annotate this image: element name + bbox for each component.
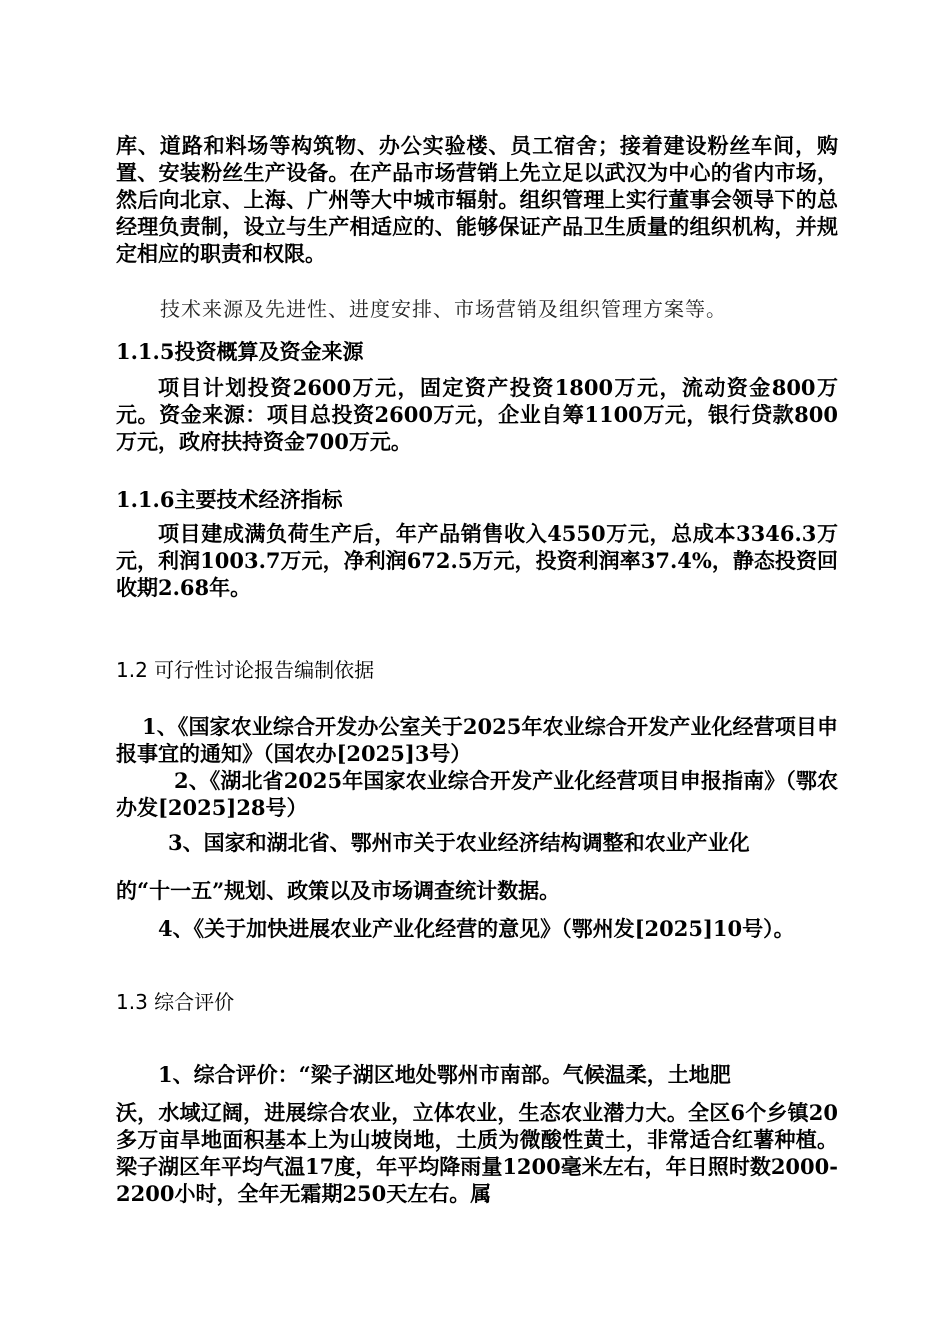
heading-1-1-6: 1.1.6主要技术经济指标 — [116, 487, 343, 512]
evaluation-line-1: 1、综合评价：“梁子湖区地处鄂州市南部。气候温柔，土地肥 — [158, 1062, 731, 1087]
basis-item-2: 2、《湖北省2025年国家农业综合开发产业化经营项目申报指南》（鄂农办发[2025]28号） — [116, 768, 838, 820]
heading-1-1-5: 1.1.5投资概算及资金来源 — [116, 339, 364, 364]
basis-item-1: 1、《国家农业综合开发办公室关于2025年农业综合开发产业化经营项目申报事宜的通知》（国农办[2025]3号） — [116, 714, 838, 766]
basis-item-4: 4、《关于加快进展农业产业化经营的意见》（鄂州发[2025]10号）。 — [158, 916, 795, 941]
paragraph-intro: 库、道路和料场等构筑物、办公实验楼、员工宿舍；接着建设粉丝车间，购置、安装粉丝生产设备。在产品市场营销上先立足以武汉为中心的省内市场，然后向北京、上海、广州等大中城市辐射。组织管理上实行董事会领导下的总经理负责制，设立与生产相适应的、能够保证产品卫生质量的组织机构，并规定相应的职责和权限。 — [116, 133, 838, 266]
paragraph-tech-summary: 技术来源及先进性、进度安排、市场营销及组织管理方案等。 — [160, 297, 727, 321]
heading-1-3: 1.3 综合评价 — [116, 990, 235, 1014]
basis-item-3-line-2: 的“十一五”规划、政策以及市场调查统计数据。 — [116, 878, 561, 903]
paragraph-investment: 项目计划投资2600万元，固定资产投资1800万元，流动资金800万元。资金来源：项目总投资2600万元，企业自筹1100万元，银行贷款800万元，政府扶持资金700万元。 — [116, 375, 838, 454]
basis-item-3-line-1: 3、国家和湖北省、鄂州市关于农业经济结构调整和农业产业化 — [168, 830, 750, 855]
heading-1-2: 1.2 可行性讨论报告编制依据 — [116, 658, 375, 682]
evaluation-paragraph: 沃，水域辽阔，进展综合农业，立体农业，生态农业潜力大。全区6个乡镇20多万亩旱地面积基本上为山坡岗地，土质为微酸性黄土，非常适合红薯种植。梁子湖区年平均气温17度，年平均降雨量1200毫米左右，年日照时数2000-2200小时，全年无霜期250天左右。属 — [116, 1100, 838, 1206]
paragraph-indicators: 项目建成满负荷生产后，年产品销售收入4550万元，总成本3346.3万元，利润1003.7万元，净利润672.5万元，投资利润率37.4%，静态投资回收期2.68年。 — [116, 521, 838, 600]
